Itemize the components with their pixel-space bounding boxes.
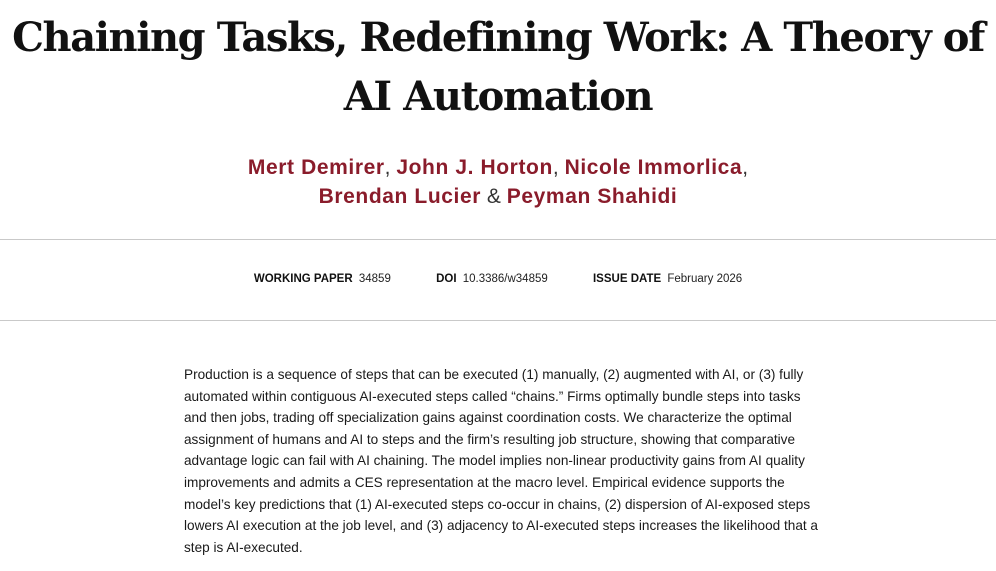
doi-label: DOI	[436, 273, 457, 285]
abstract-text: Production is a sequence of steps that can be executed (1) manually, (2) augmented with AI, or (3) fully automated within contiguous AI-executed steps called “chains.” Firms optimally bundle steps into tasks and then jobs, trading off specialization gains against coordination costs. We characterize the optimal assignment of humans and AI to steps and the firm’s resulting job structure, showing that comparative advantage logic can fail with AI chaining. The model implies non-linear productivity gains from AI quality improvements and admits a CES representation at the macro level. Empirical evidence supports the model’s key predictions that (1) AI-executed steps co-occur in chains, (2) dispersion of AI-exposed steps lowers AI execution at the job level, and (3) adjacency to AI-executed steps increases the likelihood that a step is AI-executed.	[184, 367, 818, 555]
author-ampersand: &	[486, 185, 501, 208]
author-link-peyman-shahidi[interactable]: Peyman Shahidi	[506, 185, 678, 208]
issue-date-label: ISSUE DATE	[592, 273, 662, 285]
author-link-brendan-lucier[interactable]: Brendan Lucier	[318, 185, 482, 208]
working-paper-number	[254, 271, 391, 287]
divider-top	[0, 239, 996, 240]
doi-value: 10.3386/w34859	[462, 273, 548, 285]
author-separator: ,	[742, 156, 749, 179]
author-line-2	[0, 182, 996, 211]
author-link-john-horton[interactable]: John J. Horton	[396, 156, 553, 179]
author-list	[0, 153, 996, 211]
issue-date	[593, 271, 742, 287]
doi	[436, 271, 548, 287]
author-link-nicole-immorlica[interactable]: Nicole Immorlica	[564, 156, 743, 179]
author-line-1	[0, 153, 996, 182]
paper-metadata-bar	[0, 271, 996, 287]
author-separator: ,	[552, 156, 559, 179]
working-paper-label: WORKING PAPER	[253, 273, 353, 285]
author-link-mert-demirer[interactable]: Mert Demirer	[247, 156, 385, 179]
divider-bottom	[0, 320, 996, 321]
issue-date-value: February 2026	[667, 273, 743, 285]
working-paper-value: 34859	[358, 273, 391, 285]
author-separator: ,	[384, 156, 391, 179]
paper-title: Chaining Tasks, Redefining Work: A Theory of AI Automation	[12, 14, 984, 120]
